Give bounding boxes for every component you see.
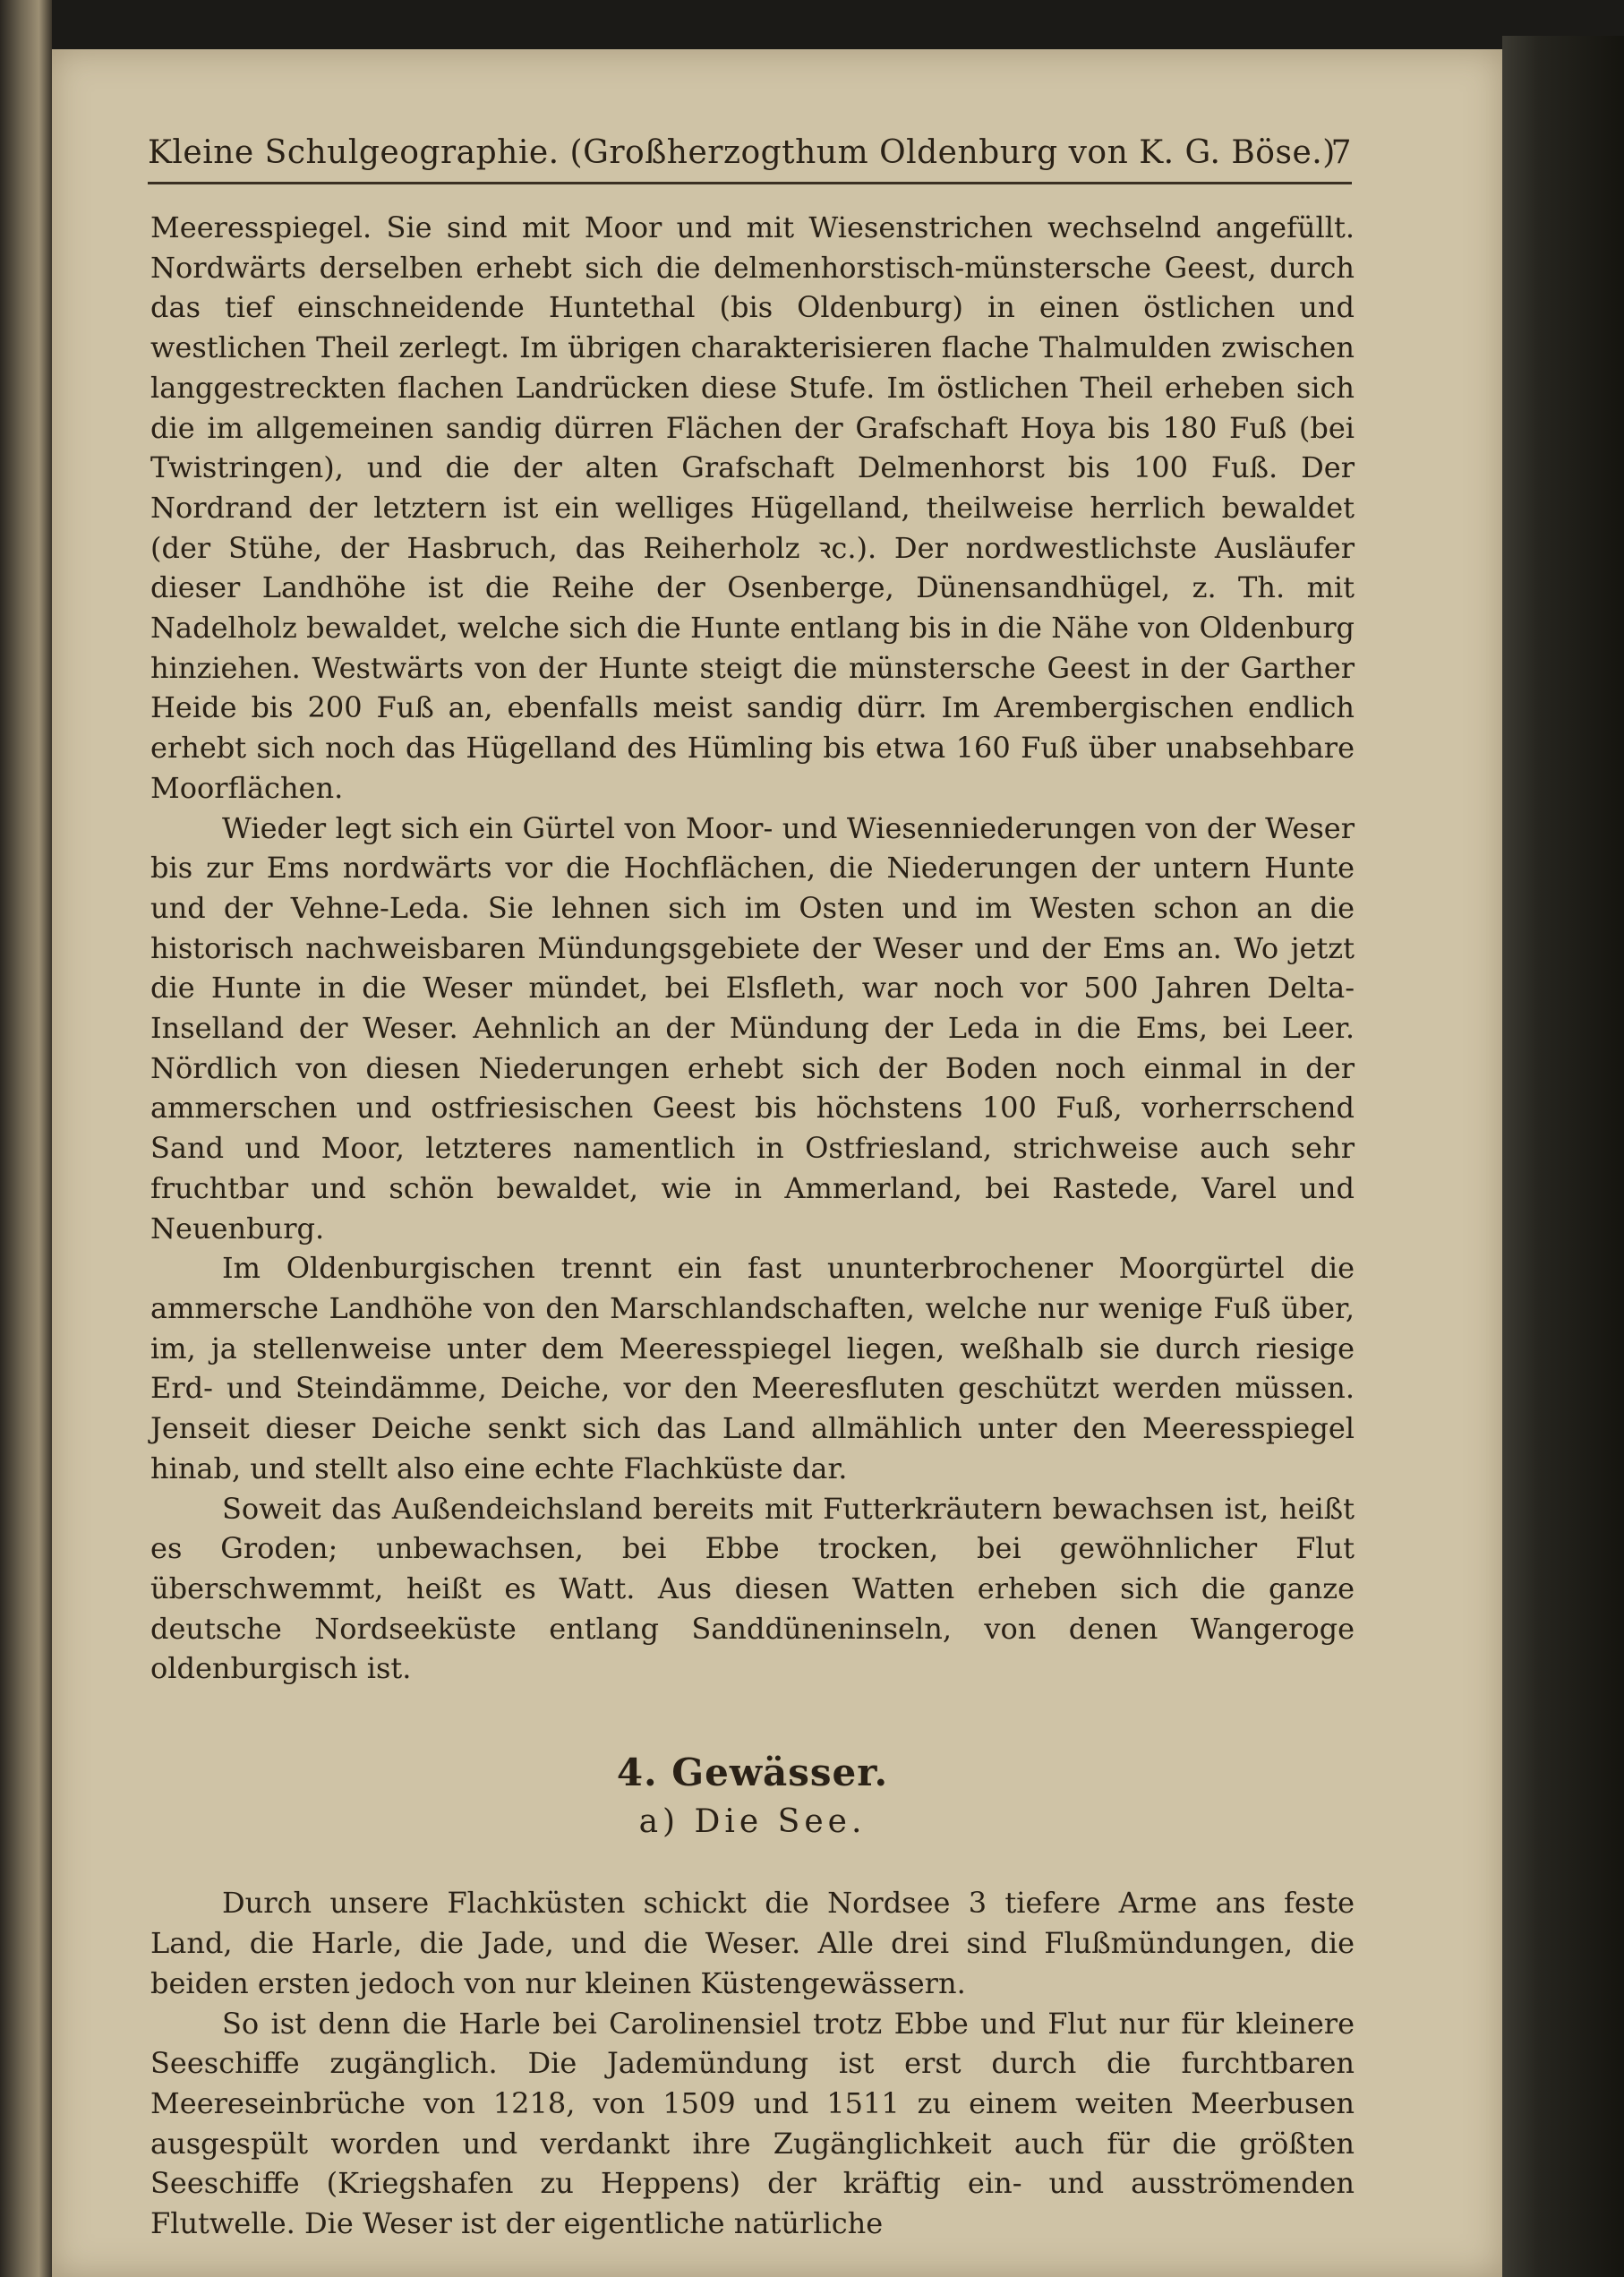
- paragraph: Soweit das Außendeichsland bereits mit Futterkräutern bewachsen ist, heißt es Groden; unbewachsen, bei Ebbe trocken, bei gewöhnlicher Flut überschwemmt, heißt es Watt. Aus diesen Watten erheben sich die ganze deutsche Nordseeküste entlang Sanddüneninseln, von denen Wangeroge oldenburgisch ist.: [150, 1491, 1355, 1686]
- book-gutter: [0, 0, 52, 2277]
- paragraph: Wieder legt sich ein Gürtel von Moor- und Wiesenniederungen von der Weser bis zur Ems nordwärts vor die Hochflächen, die Niederungen der untern Hunte und der Vehne-Leda. Sie lehnen sich im Osten und im Westen schon an die historisch nachweisbaren Mündungsgebiete der Weser und der Ems an. Wo jetzt die Hunte in die Weser mündet, bei Elsfleth, war noch vor 500 Jahren Delta-Inselland der Weser. Aehnlich an der Mündung der Leda in die Ems, bei Leer. Nördlich von diesen Niederungen erhebt sich der Boden noch einmal in der ammerschen und ostfriesischen Geest bis höchstens 100 Fuß, vorherrschend Sand und Moor, letzteres namentlich in Ostfriesland, strichweise auch sehr fruchtbar und schön bewaldet, wie in Ammerland, bei Rastede, Varel und Neuenburg.: [150, 810, 1355, 1246]
- page-number: 7: [1330, 134, 1352, 171]
- paragraph: Durch unsere Flachküsten schickt die Nordsee 3 tiefere Arme ans feste Land, die Harle, die Jade, und die Weser. Alle drei sind Flußmündungen, die beiden ersten jedoch von nur kleinen Küstengewässern.: [150, 1886, 1355, 2000]
- paragraph: So ist denn die Harle bei Carolinensiel trotz Ebbe und Flut nur für kleinere Seeschiffe zugänglich. Die Jademündung ist erst durch die furchtbaren Meereseinbrüche von 1218, von 1509 und 1511 zu einem weiten Meerbusen ausgespült worden und verdankt ihre Zugänglichkeit auch für die größten Seeschiffe (Kriegshafen zu Heppens) der kräftig ein- und ausströmenden Flutwelle. Die Weser ist der eigentliche natürliche: [150, 2006, 1355, 2241]
- section-title: 4. Gewässer.: [616, 1751, 889, 1795]
- paragraph: Meeresspiegel. Sie sind mit Moor und mit Wiesenstrichen wechselnd angefüllt. Nordwärts derselben erhebt sich die delmenhorstisch-münstersche Geest, durch das tief einschneidende Huntethal (bis Oldenburg) in einen östlichen und westlichen Theil zerlegt. Im übrigen charakterisieren flache Thalmulden zwischen langgestreckten flachen Landrücken diese Stufe. Im östlichen Theil erheben sich die im allgemeinen sandig dürren Flächen der Grafschaft Hoya bis 180 Fuß (bei Twistringen), und die der alten Grafschaft Delmenhorst bis 100 Fuß. Der Nordrand der letztern ist ein welliges Hügelland, theilweise herrlich bewaldet (der Stühe, der Hasbruch, das Reiherholz ꝛc.). Der nordwestlichste Ausläufer dieser Landhöhe ist die Reihe der Osenberge, Dünensandhügel, z. Th. mit Nadelholz bewaldet, welche sich die Hunte entlang bis in die Nähe von Oldenburg hinziehen. Westwärts von der Hunte steigt die münstersche Geest in der Garther Heide bis 200 Fuß an, ebenfalls meist sandig dürr. Im Arembergischen endlich erhebt sich noch das Hügelland des Hümling bis etwa 160 Fuß über unabsehbare Moorflächen.: [150, 210, 1355, 805]
- paragraph: Im Oldenburgischen trennt ein fast ununterbrochener Moorgürtel die ammersche Landhöhe von den Marschlandschaften, welche nur wenige Fuß über, im, ja stellenweise unter dem Meeresspiegel liegen, weßhalb sie durch riesige Erd- und Steindämme, Deiche, vor den Meeresfluten geschützt werden müssen. Jenseit dieser Deiche senkt sich das Land allmählich unter den Meeresspiegel hinab, und stellt also eine echte Flachküste dar.: [150, 1251, 1355, 1485]
- running-header: [148, 134, 1352, 184]
- book-background: [1502, 36, 1624, 2277]
- page-body: [150, 208, 1355, 2244]
- subsection-title: a) Die See.: [638, 1802, 867, 1840]
- running-title: Kleine Schulgeographie. (Großherzogthum Oldenburg von K. G. Böse.): [148, 134, 1336, 171]
